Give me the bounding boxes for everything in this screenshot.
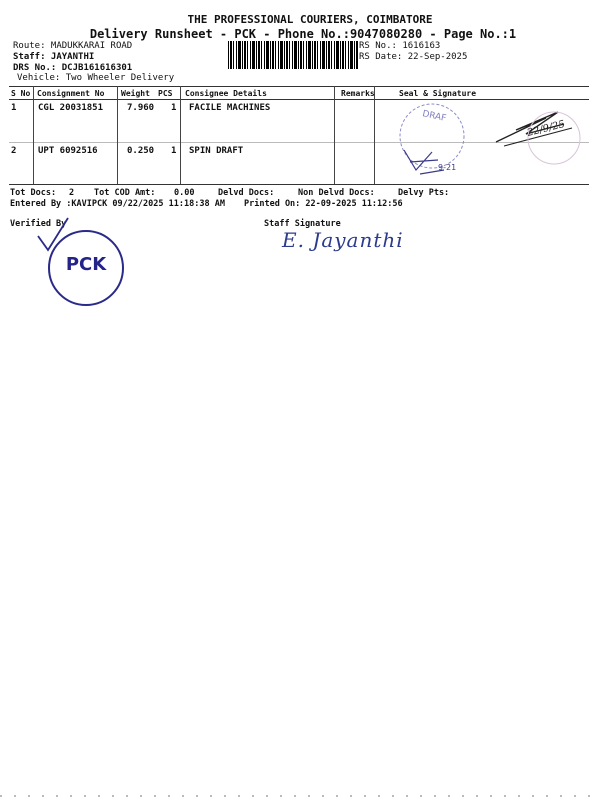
col-divider: [374, 86, 375, 184]
tot-docs-label: Tot Docs:: [10, 188, 57, 198]
cell-sno: 1: [11, 103, 17, 113]
cell-pcs: 1: [171, 103, 177, 113]
row2-mark: 9-21: [438, 163, 457, 172]
row1-date: 22/9/25: [526, 118, 567, 139]
delvd-docs: Delvd Docs:: [218, 188, 275, 198]
route: Route: MADUKKARAI ROAD: [13, 41, 133, 51]
cell-consignee: SPIN DRAFT: [189, 146, 244, 156]
tot-docs-value: 2: [69, 188, 75, 198]
rs-number: RS No.: 1616163: [359, 41, 441, 51]
pck-stamp-text: PCK: [65, 254, 107, 275]
tot-cod-value: 0.00: [174, 188, 195, 198]
verified-by-label: Verified By: [10, 219, 67, 229]
col-divider: [180, 86, 181, 184]
cell-weight: 7.960: [127, 103, 155, 113]
table-top-border: [9, 86, 589, 87]
barcode: [228, 41, 358, 69]
cell-consignee: FACILE MACHINES: [189, 103, 271, 113]
entered-by: Entered By :KAVIPCK 09/22/2025 11:18:38 AM: [10, 199, 225, 209]
row1-signature-icon: [496, 112, 580, 164]
printed-on: Printed On: 22-09-2025 11:12:56: [244, 199, 403, 209]
header-consignment: Consignment No: [37, 89, 105, 98]
col-divider: [117, 86, 118, 184]
drs-number: DRS No.: DCJB161616301: [13, 63, 133, 73]
row1-stamp-text: DRAF: [421, 109, 448, 124]
delvy-pts: Delvy Pts:: [398, 188, 450, 198]
col-divider: [334, 86, 335, 184]
staff: Staff: JAYANTHI: [13, 52, 95, 62]
scan-edge-dots: [0, 795, 600, 797]
seal-marks-icon: [376, 100, 590, 184]
header-weight: Weight: [121, 89, 150, 98]
non-delvd-docs: Non Delvd Docs:: [298, 188, 375, 198]
header-consignee: Consignee Details: [185, 89, 267, 98]
cell-weight: 0.250: [127, 146, 155, 156]
runsheet-title: Delivery Runsheet - PCK - Phone No.:9047080280 - Page No.:1: [89, 27, 517, 41]
cell-sno: 2: [11, 146, 17, 156]
header-remarks: Remarks: [341, 89, 375, 98]
company-name: THE PROFESSIONAL COURIERS, COIMBATORE: [187, 13, 433, 26]
cell-consignment: UPT 6092516: [38, 146, 98, 156]
table-bottom-border: [9, 184, 589, 185]
vehicle: Vehicle: Two Wheeler Delivery: [17, 73, 175, 83]
col-divider: [33, 86, 34, 184]
header-seal: Seal & Signature: [399, 89, 477, 98]
cell-consignment: CGL 20031851: [38, 103, 104, 113]
header-sno: S No: [11, 89, 31, 98]
cell-pcs: 1: [171, 146, 177, 156]
header-pcs: PCS: [158, 89, 173, 98]
rs-date: RS Date: 22-Sep-2025: [359, 52, 468, 62]
row2-signature-icon: [404, 150, 456, 174]
staff-signature: E. Jayanthi: [282, 228, 404, 252]
staff-signature-label: Staff Signature: [264, 219, 341, 229]
tot-cod-label: Tot COD Amt:: [94, 188, 156, 198]
